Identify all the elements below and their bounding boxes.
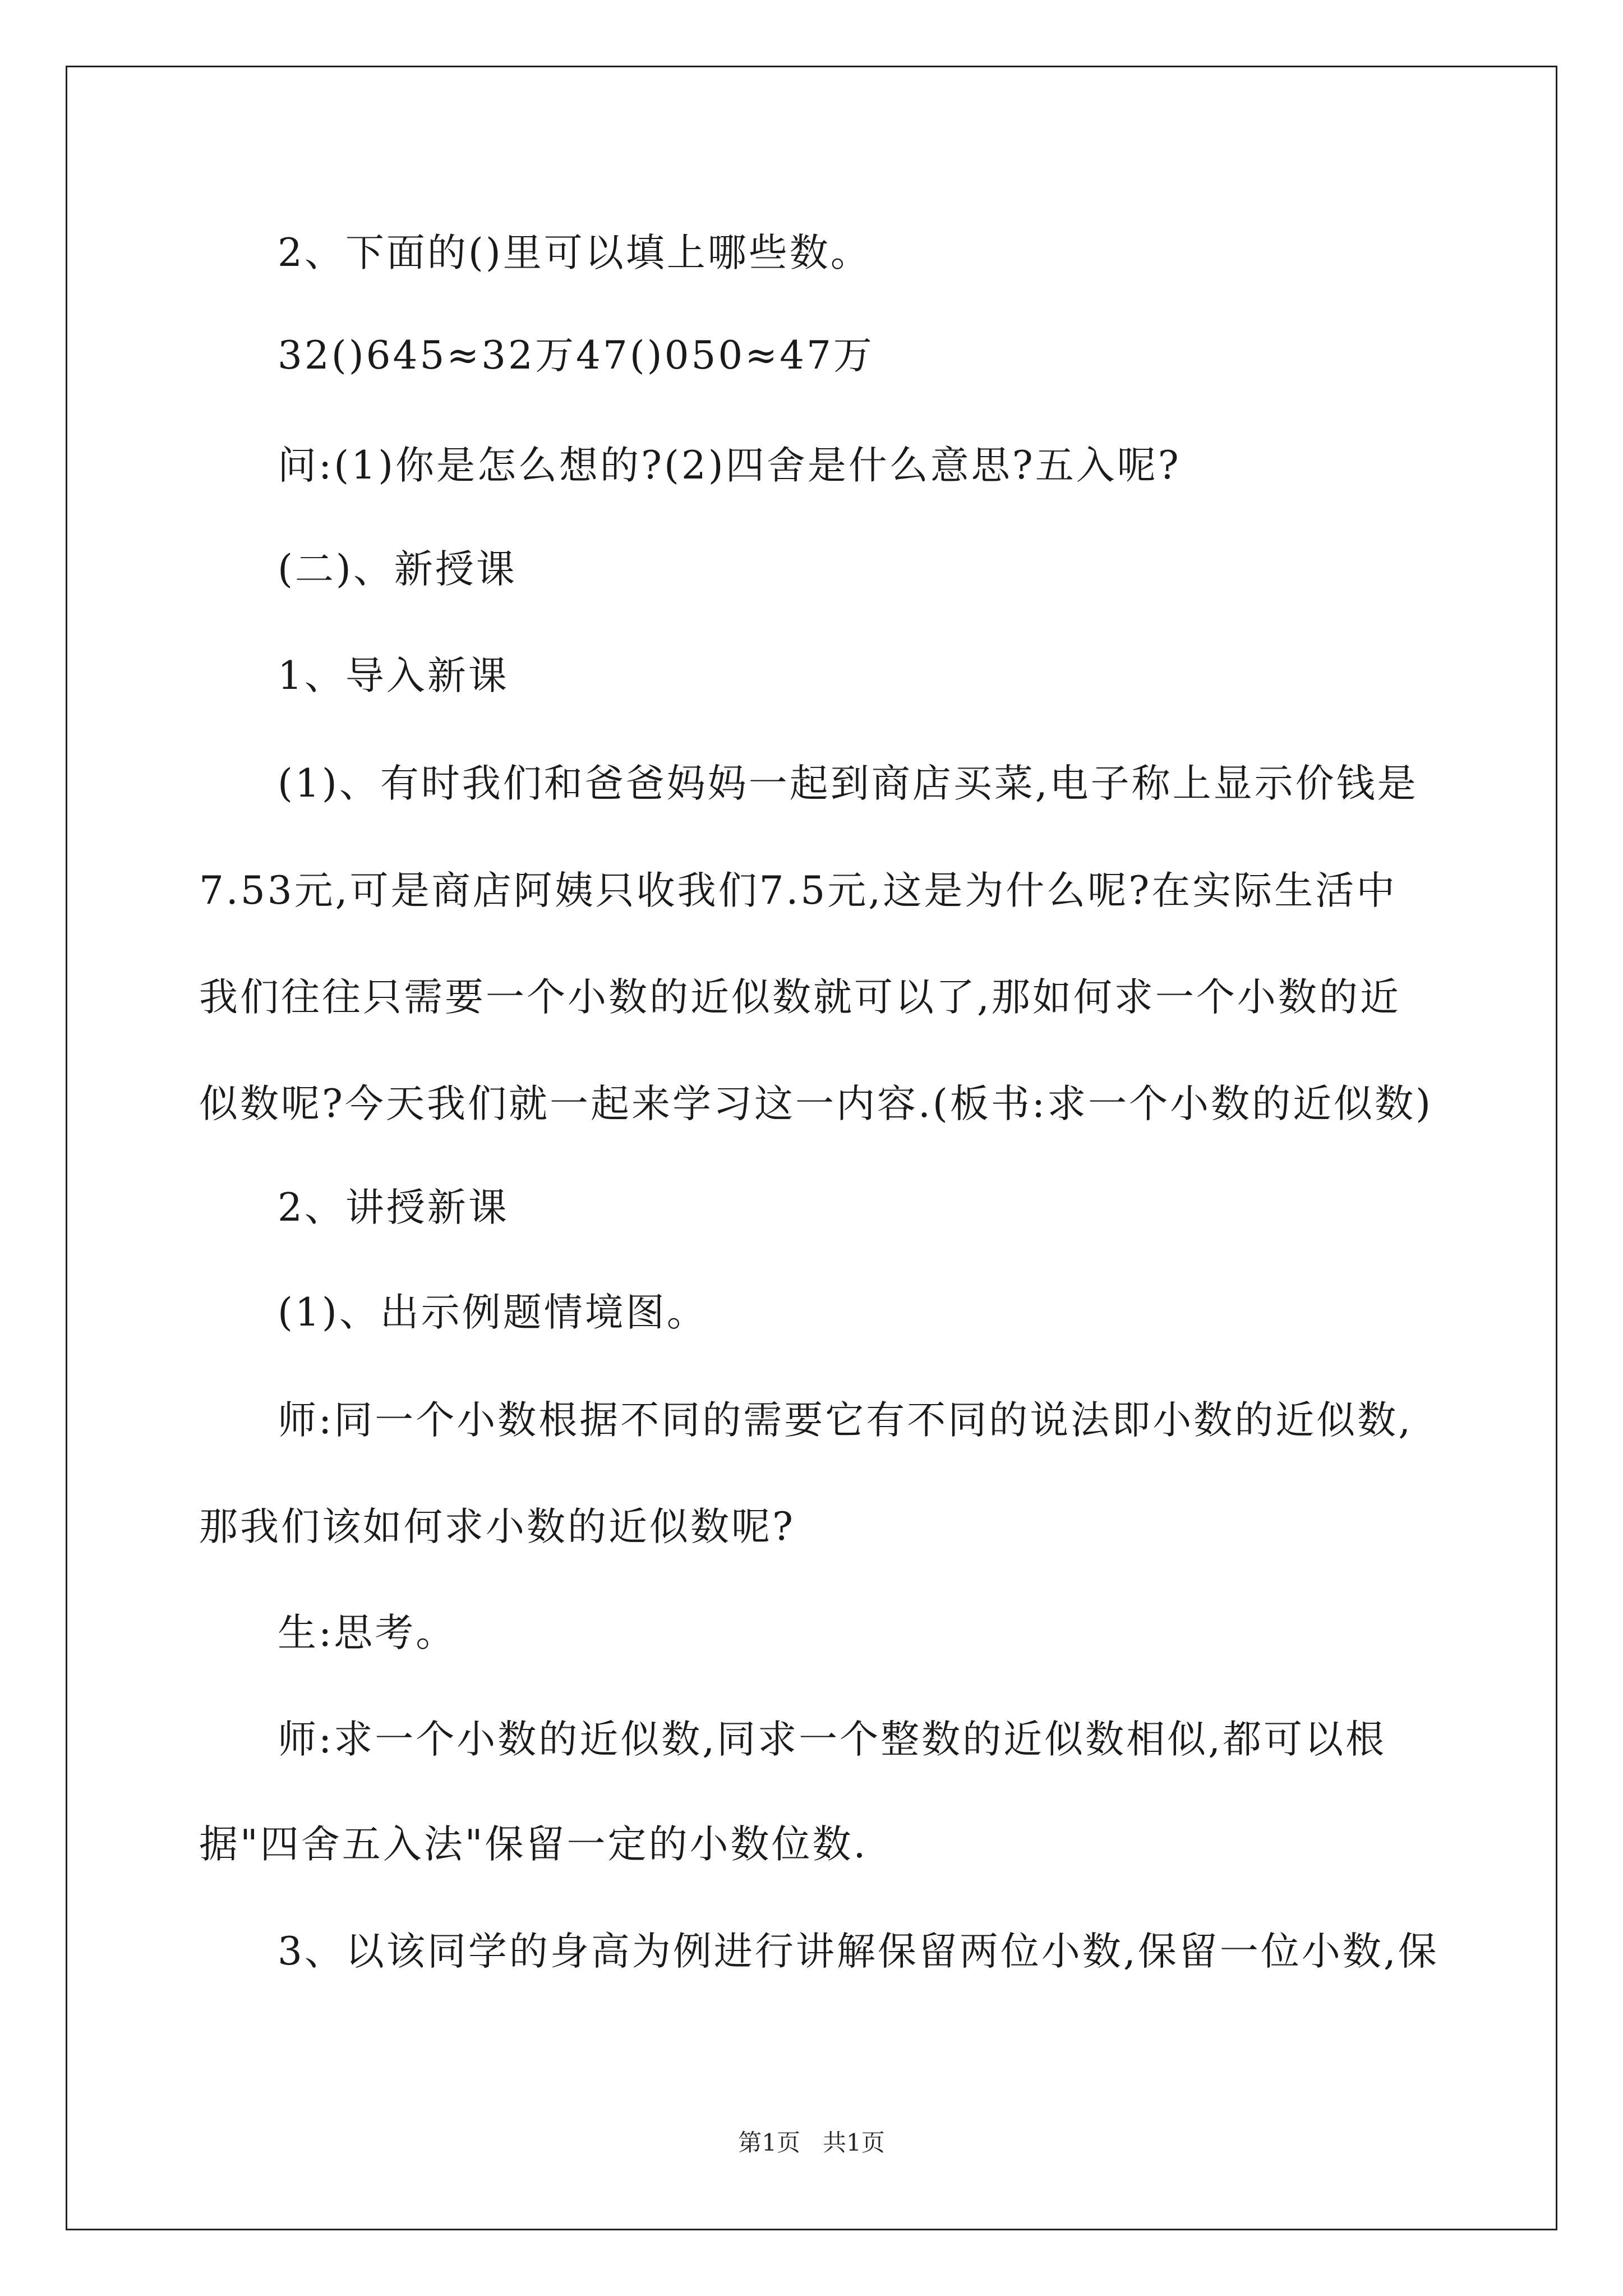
subsection-heading: 2、讲授新课 [278,1185,509,1230]
paragraph-line: 师:求一个小数的近似数,同求一个整数的近似数相似,都可以根 [278,1717,1387,1762]
paragraph-line: (1)、出示例题情境图。 [278,1290,708,1335]
paragraph-line: 我们往往只需要一个小数的近似数就可以了,那如何求一个小数的近 [199,975,1401,1020]
subsection-heading: 1、导入新课 [278,654,509,698]
paragraph-line: 据"四舍五入法"保留一定的小数位数. [199,1822,868,1867]
paragraph-line: 3、以该同学的身高为例进行讲解保留两位小数,保留一位小数,保 [278,1929,1439,1974]
page-footer [0,2129,1623,2157]
paragraph-line: 问:(1)你是怎么想的?(2)四舍是什么意思?五入呢? [278,443,1181,488]
page-number: 第1页 [738,2129,800,2156]
page-frame [66,66,1557,2230]
paragraph-line: 似数呢?今天我们就一起来学习这一内容.(板书:求一个小数的近似数) [199,1082,1433,1126]
section-heading: (二)、新授课 [278,547,517,592]
paragraph-line: 生:思考。 [278,1611,457,1655]
paragraph-line: 2、下面的()里可以填上哪些数。 [278,231,872,275]
paragraph-line: 师:同一个小数根据不同的需要它有不同的说法即小数的近似数, [278,1398,1413,1443]
paragraph-line: (1)、有时我们和爸爸妈妈一起到商店买菜,电子称上显示价钱是 [278,761,1418,806]
paragraph-line: 那我们该如何求小数的近似数呢? [199,1504,795,1549]
paragraph-line: 7.53元,可是商店阿姨只收我们7.5元,这是为什么呢?在实际生活中 [199,868,1398,913]
paragraph-line: 32()645≈32万47()050≈47万 [278,333,874,378]
page-total: 共1页 [823,2129,885,2156]
